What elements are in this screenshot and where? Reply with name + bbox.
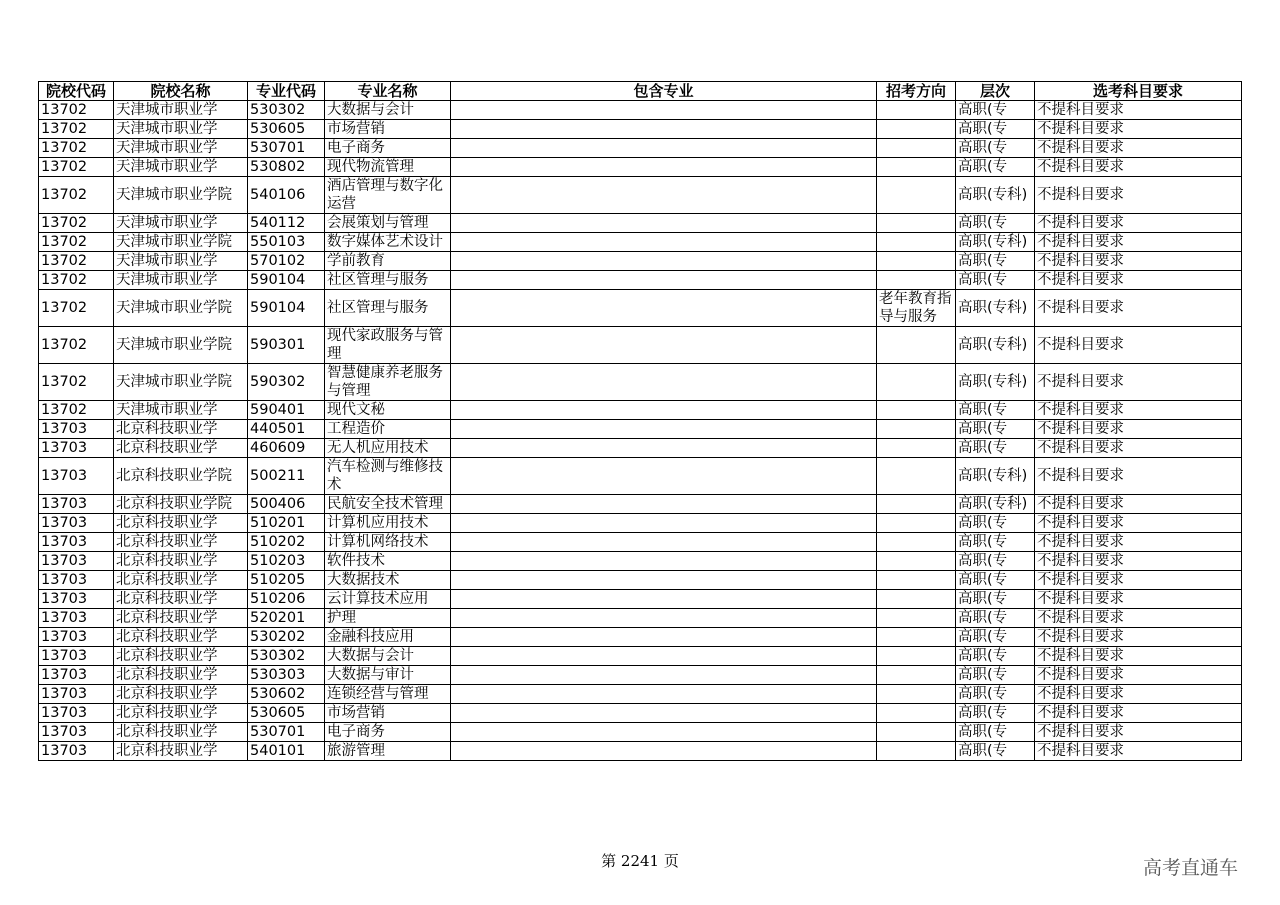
- school-name-cell: 北京科技职业学: [114, 628, 248, 647]
- subject-requirement-cell: 不提科目要求: [1035, 177, 1242, 214]
- direction-cell: 老年教育指导与服务: [877, 290, 956, 327]
- subject-requirement-cell: 不提科目要求: [1035, 420, 1242, 439]
- major-code-cell: 530303: [248, 666, 325, 685]
- subject-requirement-cell: 不提科目要求: [1035, 401, 1242, 420]
- subject-requirement-cell: 不提科目要求: [1035, 704, 1242, 723]
- included-majors-cell: [451, 420, 877, 439]
- table-row: [39, 571, 1242, 590]
- major-name-cell: 计算机应用技术: [325, 514, 451, 533]
- major-name-cell: 市场营销: [325, 120, 451, 139]
- school-code-cell: 13703: [39, 458, 114, 495]
- table-row: [39, 628, 1242, 647]
- direction-cell: [877, 685, 956, 704]
- included-majors-cell: [451, 571, 877, 590]
- level-cell: 高职(专: [956, 552, 1035, 571]
- table-row: [39, 252, 1242, 271]
- school-code-cell: 13703: [39, 552, 114, 571]
- major-name-cell: 社区管理与服务: [325, 290, 451, 327]
- major-code-cell: 590301: [248, 327, 325, 364]
- direction-cell: [877, 609, 956, 628]
- table-row: [39, 495, 1242, 514]
- direction-cell: [877, 666, 956, 685]
- table-row: [39, 214, 1242, 233]
- subject-requirement-cell: 不提科目要求: [1035, 514, 1242, 533]
- level-cell: 高职(专: [956, 158, 1035, 177]
- included-majors-cell: [451, 685, 877, 704]
- school-name-cell: 北京科技职业学: [114, 552, 248, 571]
- level-cell: 高职(专: [956, 742, 1035, 761]
- major-name-cell: 大数据与审计: [325, 666, 451, 685]
- direction-cell: [877, 723, 956, 742]
- included-majors-cell: [451, 458, 877, 495]
- level-cell: 高职(专: [956, 685, 1035, 704]
- direction-cell: [877, 252, 956, 271]
- included-majors-cell: [451, 401, 877, 420]
- included-majors-cell: [451, 177, 877, 214]
- table-row: [39, 120, 1242, 139]
- level-cell: 高职(专: [956, 666, 1035, 685]
- major-name-cell: 连锁经营与管理: [325, 685, 451, 704]
- direction-cell: [877, 120, 956, 139]
- table-row: [39, 271, 1242, 290]
- included-majors-cell: [451, 290, 877, 327]
- table-row: [39, 723, 1242, 742]
- included-majors-cell: [451, 533, 877, 552]
- header-included-majors: 包含专业: [451, 82, 877, 101]
- included-majors-cell: [451, 158, 877, 177]
- school-code-cell: 13703: [39, 647, 114, 666]
- subject-requirement-cell: 不提科目要求: [1035, 214, 1242, 233]
- admission-table: [38, 81, 1242, 761]
- direction-cell: [877, 233, 956, 252]
- included-majors-cell: [451, 252, 877, 271]
- page-number: 第 2241 页: [601, 852, 679, 870]
- major-code-cell: 530302: [248, 101, 325, 120]
- school-name-cell: 天津城市职业学: [114, 252, 248, 271]
- subject-requirement-cell: 不提科目要求: [1035, 101, 1242, 120]
- school-name-cell: 北京科技职业学: [114, 420, 248, 439]
- school-name-cell: 天津城市职业学院: [114, 177, 248, 214]
- level-cell: 高职(专: [956, 723, 1035, 742]
- major-name-cell: 电子商务: [325, 723, 451, 742]
- school-code-cell: 13703: [39, 495, 114, 514]
- major-name-cell: 护理: [325, 609, 451, 628]
- table-row: [39, 514, 1242, 533]
- table-row: [39, 139, 1242, 158]
- school-name-cell: 天津城市职业学: [114, 158, 248, 177]
- school-code-cell: 13703: [39, 685, 114, 704]
- table-row: [39, 647, 1242, 666]
- major-code-cell: 540106: [248, 177, 325, 214]
- subject-requirement-cell: 不提科目要求: [1035, 742, 1242, 761]
- included-majors-cell: [451, 101, 877, 120]
- major-code-cell: 540112: [248, 214, 325, 233]
- school-code-cell: 13702: [39, 101, 114, 120]
- major-name-cell: 软件技术: [325, 552, 451, 571]
- major-name-cell: 现代物流管理: [325, 158, 451, 177]
- direction-cell: [877, 401, 956, 420]
- level-cell: 高职(专: [956, 420, 1035, 439]
- major-name-cell: 智慧健康养老服务与管理: [325, 364, 451, 401]
- direction-cell: [877, 177, 956, 214]
- table-row: [39, 552, 1242, 571]
- direction-cell: [877, 158, 956, 177]
- school-name-cell: 天津城市职业学: [114, 120, 248, 139]
- school-name-cell: 北京科技职业学: [114, 723, 248, 742]
- header-subject-requirement: 选考科目要求: [1035, 82, 1242, 101]
- table-row: [39, 327, 1242, 364]
- included-majors-cell: [451, 609, 877, 628]
- school-name-cell: 北京科技职业学: [114, 571, 248, 590]
- direction-cell: [877, 742, 956, 761]
- school-code-cell: 13703: [39, 514, 114, 533]
- school-name-cell: 天津城市职业学: [114, 271, 248, 290]
- major-name-cell: 工程造价: [325, 420, 451, 439]
- level-cell: 高职(专: [956, 704, 1035, 723]
- major-code-cell: 590104: [248, 290, 325, 327]
- level-cell: 高职(专: [956, 401, 1035, 420]
- major-name-cell: 大数据技术: [325, 571, 451, 590]
- school-name-cell: 北京科技职业学院: [114, 458, 248, 495]
- included-majors-cell: [451, 742, 877, 761]
- major-name-cell: 大数据与会计: [325, 101, 451, 120]
- school-name-cell: 北京科技职业学: [114, 704, 248, 723]
- table-row: [39, 666, 1242, 685]
- subject-requirement-cell: 不提科目要求: [1035, 439, 1242, 458]
- school-code-cell: 13702: [39, 214, 114, 233]
- subject-requirement-cell: 不提科目要求: [1035, 666, 1242, 685]
- table-body: [39, 101, 1242, 761]
- school-code-cell: 13703: [39, 628, 114, 647]
- included-majors-cell: [451, 514, 877, 533]
- included-majors-cell: [451, 723, 877, 742]
- school-name-cell: 天津城市职业学院: [114, 290, 248, 327]
- subject-requirement-cell: 不提科目要求: [1035, 628, 1242, 647]
- school-code-cell: 13702: [39, 139, 114, 158]
- direction-cell: [877, 420, 956, 439]
- table-row: [39, 177, 1242, 214]
- school-code-cell: 13703: [39, 439, 114, 458]
- school-name-cell: 天津城市职业学: [114, 214, 248, 233]
- level-cell: 高职(专科): [956, 233, 1035, 252]
- level-cell: 高职(专: [956, 439, 1035, 458]
- major-code-cell: 510206: [248, 590, 325, 609]
- included-majors-cell: [451, 364, 877, 401]
- level-cell: 高职(专: [956, 628, 1035, 647]
- table-row: [39, 364, 1242, 401]
- included-majors-cell: [451, 439, 877, 458]
- direction-cell: [877, 628, 956, 647]
- major-name-cell: 学前教育: [325, 252, 451, 271]
- school-name-cell: 天津城市职业学: [114, 101, 248, 120]
- school-code-cell: 13703: [39, 609, 114, 628]
- subject-requirement-cell: 不提科目要求: [1035, 533, 1242, 552]
- major-code-cell: 440501: [248, 420, 325, 439]
- table-row: [39, 233, 1242, 252]
- school-name-cell: 天津城市职业学院: [114, 233, 248, 252]
- direction-cell: [877, 271, 956, 290]
- major-code-cell: 510201: [248, 514, 325, 533]
- subject-requirement-cell: 不提科目要求: [1035, 590, 1242, 609]
- level-cell: 高职(专科): [956, 327, 1035, 364]
- school-name-cell: 北京科技职业学: [114, 666, 248, 685]
- level-cell: 高职(专科): [956, 364, 1035, 401]
- major-code-cell: 530202: [248, 628, 325, 647]
- level-cell: 高职(专: [956, 533, 1035, 552]
- school-code-cell: 13703: [39, 723, 114, 742]
- major-name-cell: 大数据与会计: [325, 647, 451, 666]
- included-majors-cell: [451, 139, 877, 158]
- subject-requirement-cell: 不提科目要求: [1035, 158, 1242, 177]
- school-code-cell: 13702: [39, 327, 114, 364]
- table-row: [39, 458, 1242, 495]
- level-cell: 高职(专: [956, 139, 1035, 158]
- major-name-cell: 现代文秘: [325, 401, 451, 420]
- major-code-cell: 590104: [248, 271, 325, 290]
- level-cell: 高职(专: [956, 647, 1035, 666]
- level-cell: 高职(专: [956, 271, 1035, 290]
- level-cell: 高职(专: [956, 101, 1035, 120]
- subject-requirement-cell: 不提科目要求: [1035, 139, 1242, 158]
- major-code-cell: 530605: [248, 704, 325, 723]
- major-name-cell: 电子商务: [325, 139, 451, 158]
- header-direction: 招考方向: [877, 82, 956, 101]
- major-name-cell: 会展策划与管理: [325, 214, 451, 233]
- school-code-cell: 13702: [39, 271, 114, 290]
- school-code-cell: 13703: [39, 571, 114, 590]
- table-row: [39, 420, 1242, 439]
- school-name-cell: 北京科技职业学院: [114, 495, 248, 514]
- subject-requirement-cell: 不提科目要求: [1035, 458, 1242, 495]
- included-majors-cell: [451, 271, 877, 290]
- major-code-cell: 510202: [248, 533, 325, 552]
- table-row: [39, 685, 1242, 704]
- direction-cell: [877, 571, 956, 590]
- major-code-cell: 520201: [248, 609, 325, 628]
- included-majors-cell: [451, 552, 877, 571]
- direction-cell: [877, 704, 956, 723]
- major-name-cell: 计算机网络技术: [325, 533, 451, 552]
- level-cell: 高职(专: [956, 590, 1035, 609]
- subject-requirement-cell: 不提科目要求: [1035, 327, 1242, 364]
- subject-requirement-cell: 不提科目要求: [1035, 609, 1242, 628]
- school-code-cell: 13703: [39, 590, 114, 609]
- direction-cell: [877, 101, 956, 120]
- included-majors-cell: [451, 628, 877, 647]
- major-code-cell: 530605: [248, 120, 325, 139]
- direction-cell: [877, 495, 956, 514]
- level-cell: 高职(专: [956, 609, 1035, 628]
- subject-requirement-cell: 不提科目要求: [1035, 685, 1242, 704]
- school-code-cell: 13703: [39, 533, 114, 552]
- included-majors-cell: [451, 120, 877, 139]
- direction-cell: [877, 514, 956, 533]
- header-major-code: 专业代码: [248, 82, 325, 101]
- subject-requirement-cell: 不提科目要求: [1035, 495, 1242, 514]
- major-name-cell: 社区管理与服务: [325, 271, 451, 290]
- major-name-cell: 云计算技术应用: [325, 590, 451, 609]
- major-name-cell: 旅游管理: [325, 742, 451, 761]
- direction-cell: [877, 139, 956, 158]
- major-name-cell: 酒店管理与数字化运营: [325, 177, 451, 214]
- header-level: 层次: [956, 82, 1035, 101]
- school-name-cell: 北京科技职业学: [114, 742, 248, 761]
- header-school-code: 院校代码: [39, 82, 114, 101]
- table-row: [39, 401, 1242, 420]
- included-majors-cell: [451, 647, 877, 666]
- subject-requirement-cell: 不提科目要求: [1035, 364, 1242, 401]
- major-code-cell: 530302: [248, 647, 325, 666]
- table-row: [39, 439, 1242, 458]
- included-majors-cell: [451, 495, 877, 514]
- major-code-cell: 530701: [248, 723, 325, 742]
- header-major-name: 专业名称: [325, 82, 451, 101]
- major-name-cell: 无人机应用技术: [325, 439, 451, 458]
- major-code-cell: 530701: [248, 139, 325, 158]
- school-code-cell: 13702: [39, 177, 114, 214]
- major-name-cell: 数字媒体艺术设计: [325, 233, 451, 252]
- watermark-text: 高考直通车: [1143, 857, 1239, 879]
- school-code-cell: 13702: [39, 120, 114, 139]
- school-code-cell: 13703: [39, 420, 114, 439]
- subject-requirement-cell: 不提科目要求: [1035, 571, 1242, 590]
- school-name-cell: 天津城市职业学: [114, 401, 248, 420]
- table-row: [39, 704, 1242, 723]
- direction-cell: [877, 533, 956, 552]
- school-code-cell: 13702: [39, 401, 114, 420]
- school-name-cell: 北京科技职业学: [114, 533, 248, 552]
- header-row: [39, 82, 1242, 101]
- included-majors-cell: [451, 233, 877, 252]
- school-code-cell: 13702: [39, 364, 114, 401]
- major-code-cell: 590302: [248, 364, 325, 401]
- subject-requirement-cell: 不提科目要求: [1035, 552, 1242, 571]
- school-name-cell: 北京科技职业学: [114, 609, 248, 628]
- included-majors-cell: [451, 704, 877, 723]
- direction-cell: [877, 439, 956, 458]
- direction-cell: [877, 214, 956, 233]
- school-name-cell: 北京科技职业学: [114, 590, 248, 609]
- level-cell: 高职(专科): [956, 495, 1035, 514]
- subject-requirement-cell: 不提科目要求: [1035, 290, 1242, 327]
- level-cell: 高职(专: [956, 120, 1035, 139]
- subject-requirement-cell: 不提科目要求: [1035, 723, 1242, 742]
- school-name-cell: 北京科技职业学: [114, 439, 248, 458]
- school-name-cell: 天津城市职业学: [114, 139, 248, 158]
- direction-cell: [877, 458, 956, 495]
- major-code-cell: 510203: [248, 552, 325, 571]
- direction-cell: [877, 364, 956, 401]
- major-code-cell: 570102: [248, 252, 325, 271]
- table-row: [39, 290, 1242, 327]
- school-code-cell: 13702: [39, 290, 114, 327]
- direction-cell: [877, 552, 956, 571]
- direction-cell: [877, 590, 956, 609]
- major-code-cell: 530802: [248, 158, 325, 177]
- header-school-name: 院校名称: [114, 82, 248, 101]
- table-row: [39, 101, 1242, 120]
- school-code-cell: 13703: [39, 704, 114, 723]
- included-majors-cell: [451, 214, 877, 233]
- major-name-cell: 市场营销: [325, 704, 451, 723]
- school-name-cell: 北京科技职业学: [114, 647, 248, 666]
- major-code-cell: 460609: [248, 439, 325, 458]
- level-cell: 高职(专科): [956, 290, 1035, 327]
- major-code-cell: 530602: [248, 685, 325, 704]
- level-cell: 高职(专: [956, 252, 1035, 271]
- direction-cell: [877, 327, 956, 364]
- level-cell: 高职(专: [956, 214, 1035, 233]
- major-code-cell: 550103: [248, 233, 325, 252]
- level-cell: 高职(专科): [956, 458, 1035, 495]
- table-row: [39, 590, 1242, 609]
- direction-cell: [877, 647, 956, 666]
- major-code-cell: 500406: [248, 495, 325, 514]
- major-name-cell: 金融科技应用: [325, 628, 451, 647]
- subject-requirement-cell: 不提科目要求: [1035, 120, 1242, 139]
- school-code-cell: 13702: [39, 252, 114, 271]
- included-majors-cell: [451, 327, 877, 364]
- major-name-cell: 汽车检测与维修技术: [325, 458, 451, 495]
- level-cell: 高职(专: [956, 514, 1035, 533]
- school-code-cell: 13703: [39, 742, 114, 761]
- major-code-cell: 590401: [248, 401, 325, 420]
- table-row: [39, 533, 1242, 552]
- table-row: [39, 742, 1242, 761]
- school-name-cell: 北京科技职业学: [114, 685, 248, 704]
- included-majors-cell: [451, 590, 877, 609]
- major-code-cell: 540101: [248, 742, 325, 761]
- major-name-cell: 民航安全技术管理: [325, 495, 451, 514]
- major-name-cell: 现代家政服务与管理: [325, 327, 451, 364]
- major-code-cell: 510205: [248, 571, 325, 590]
- school-code-cell: 13702: [39, 158, 114, 177]
- level-cell: 高职(专: [956, 571, 1035, 590]
- subject-requirement-cell: 不提科目要求: [1035, 252, 1242, 271]
- school-code-cell: 13703: [39, 666, 114, 685]
- school-code-cell: 13702: [39, 233, 114, 252]
- school-name-cell: 天津城市职业学院: [114, 327, 248, 364]
- table-row: [39, 609, 1242, 628]
- table-row: [39, 158, 1242, 177]
- school-name-cell: 天津城市职业学院: [114, 364, 248, 401]
- school-name-cell: 北京科技职业学: [114, 514, 248, 533]
- subject-requirement-cell: 不提科目要求: [1035, 271, 1242, 290]
- level-cell: 高职(专科): [956, 177, 1035, 214]
- subject-requirement-cell: 不提科目要求: [1035, 233, 1242, 252]
- subject-requirement-cell: 不提科目要求: [1035, 647, 1242, 666]
- included-majors-cell: [451, 666, 877, 685]
- major-code-cell: 500211: [248, 458, 325, 495]
